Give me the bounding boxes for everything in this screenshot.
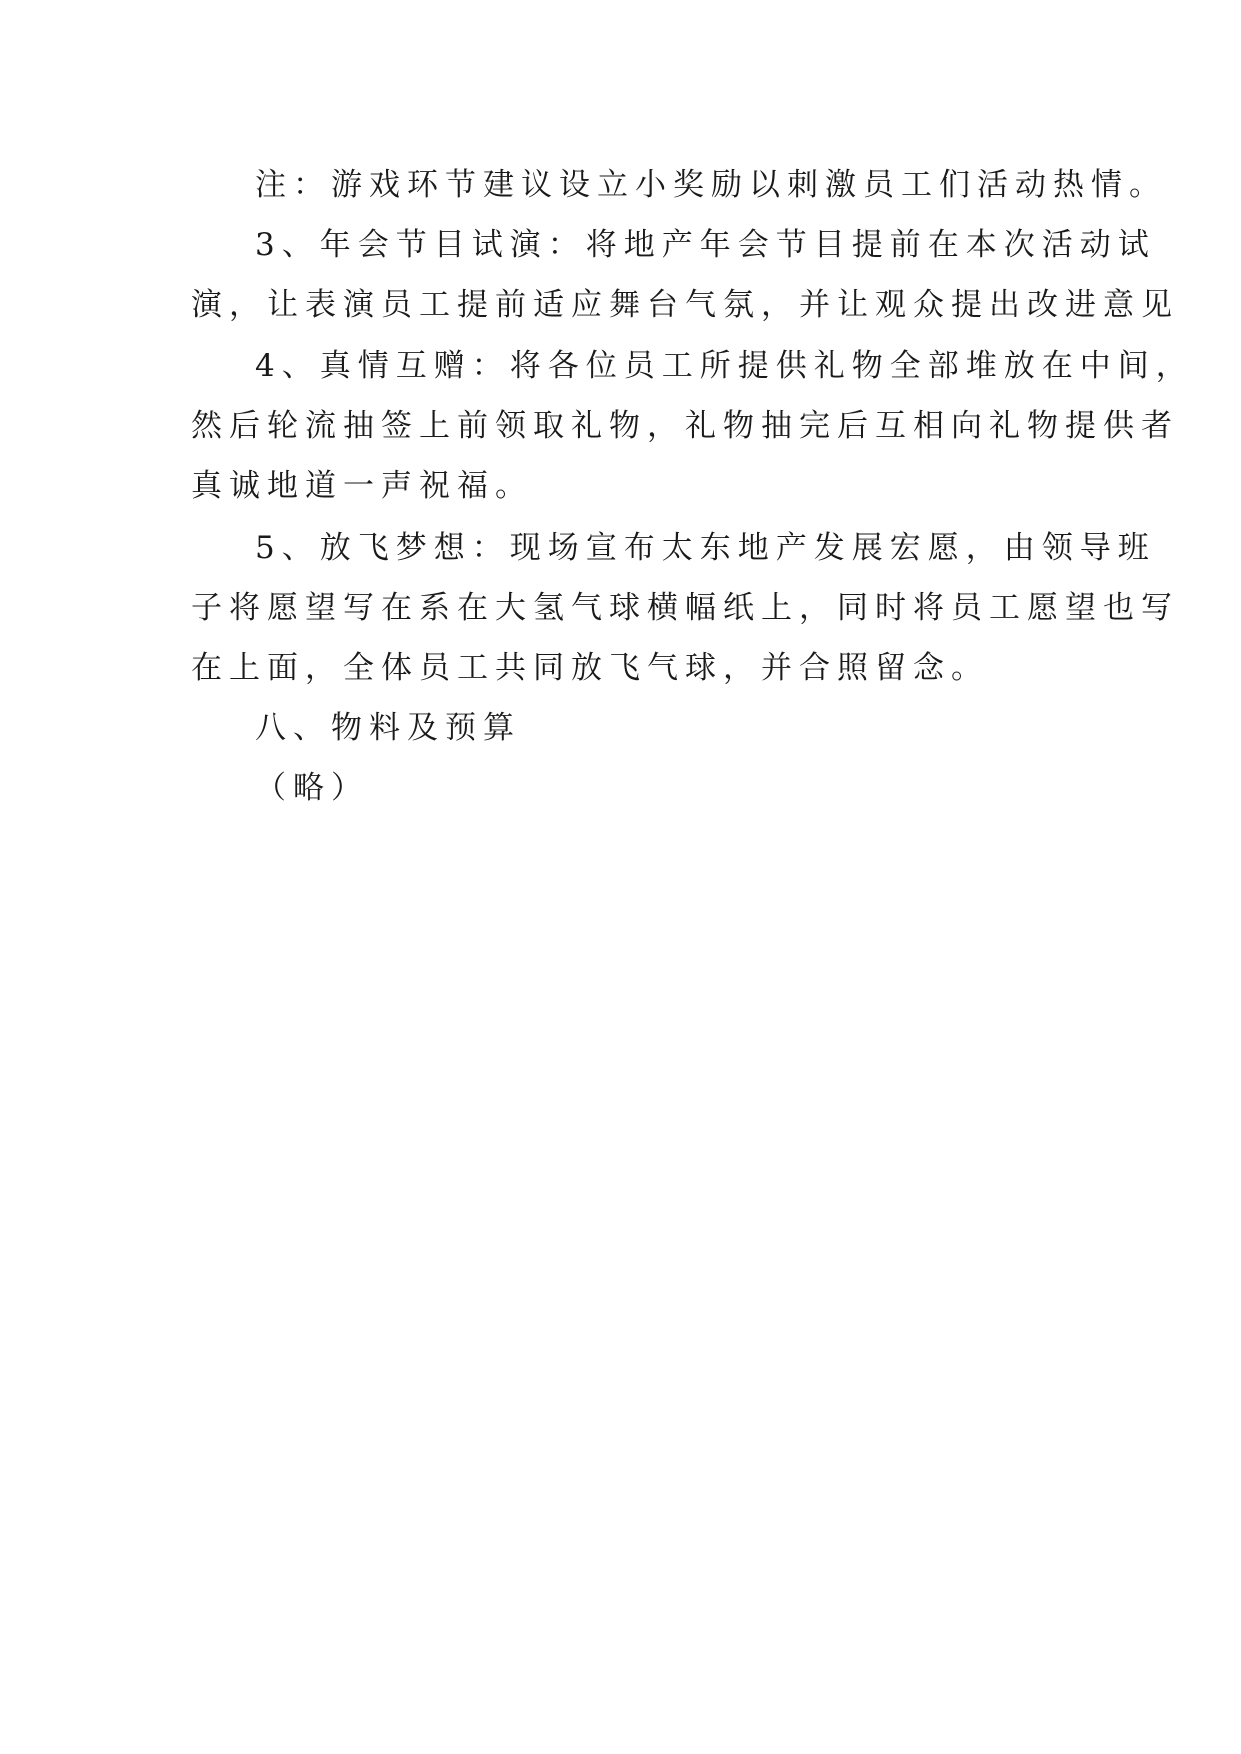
- paragraph-note-line-1: 注：游戏环节建议设立小奖励以刺激员工们活动热情。: [255, 167, 1167, 203]
- paragraph-item4-line-3: 真诚地道一声祝福。: [191, 468, 533, 504]
- paragraph-item5-line-2: 子将愿望写在系在大氢气球横幅纸上，同时将员工愿望也写: [191, 590, 1179, 626]
- paragraph-item5-line-1: 5、放飞梦想：现场宣布太东地产发展宏愿，由领导班: [255, 530, 1156, 566]
- paragraph-item3-line-1: 3、年会节目试演：将地产年会节目提前在本次活动试: [255, 227, 1156, 263]
- section-omitted-note: （略）: [255, 770, 369, 806]
- paragraph-item4-line-2: 然后轮流抽签上前领取礼物，礼物抽完后互相向礼物提供者: [191, 408, 1179, 444]
- paragraph-item5-line-3: 在上面，全体员工共同放飞气球，并合照留念。: [191, 650, 989, 686]
- section-heading-materials-budget: 八、物料及预算: [255, 710, 521, 746]
- paragraph-item4-line-1: 4、真情互赠：将各位员工所提供礼物全部堆放在中间，: [255, 348, 1194, 384]
- paragraph-item3-line-2: 演，让表演员工提前适应舞台气氛，并让观众提出改进意见: [191, 287, 1179, 323]
